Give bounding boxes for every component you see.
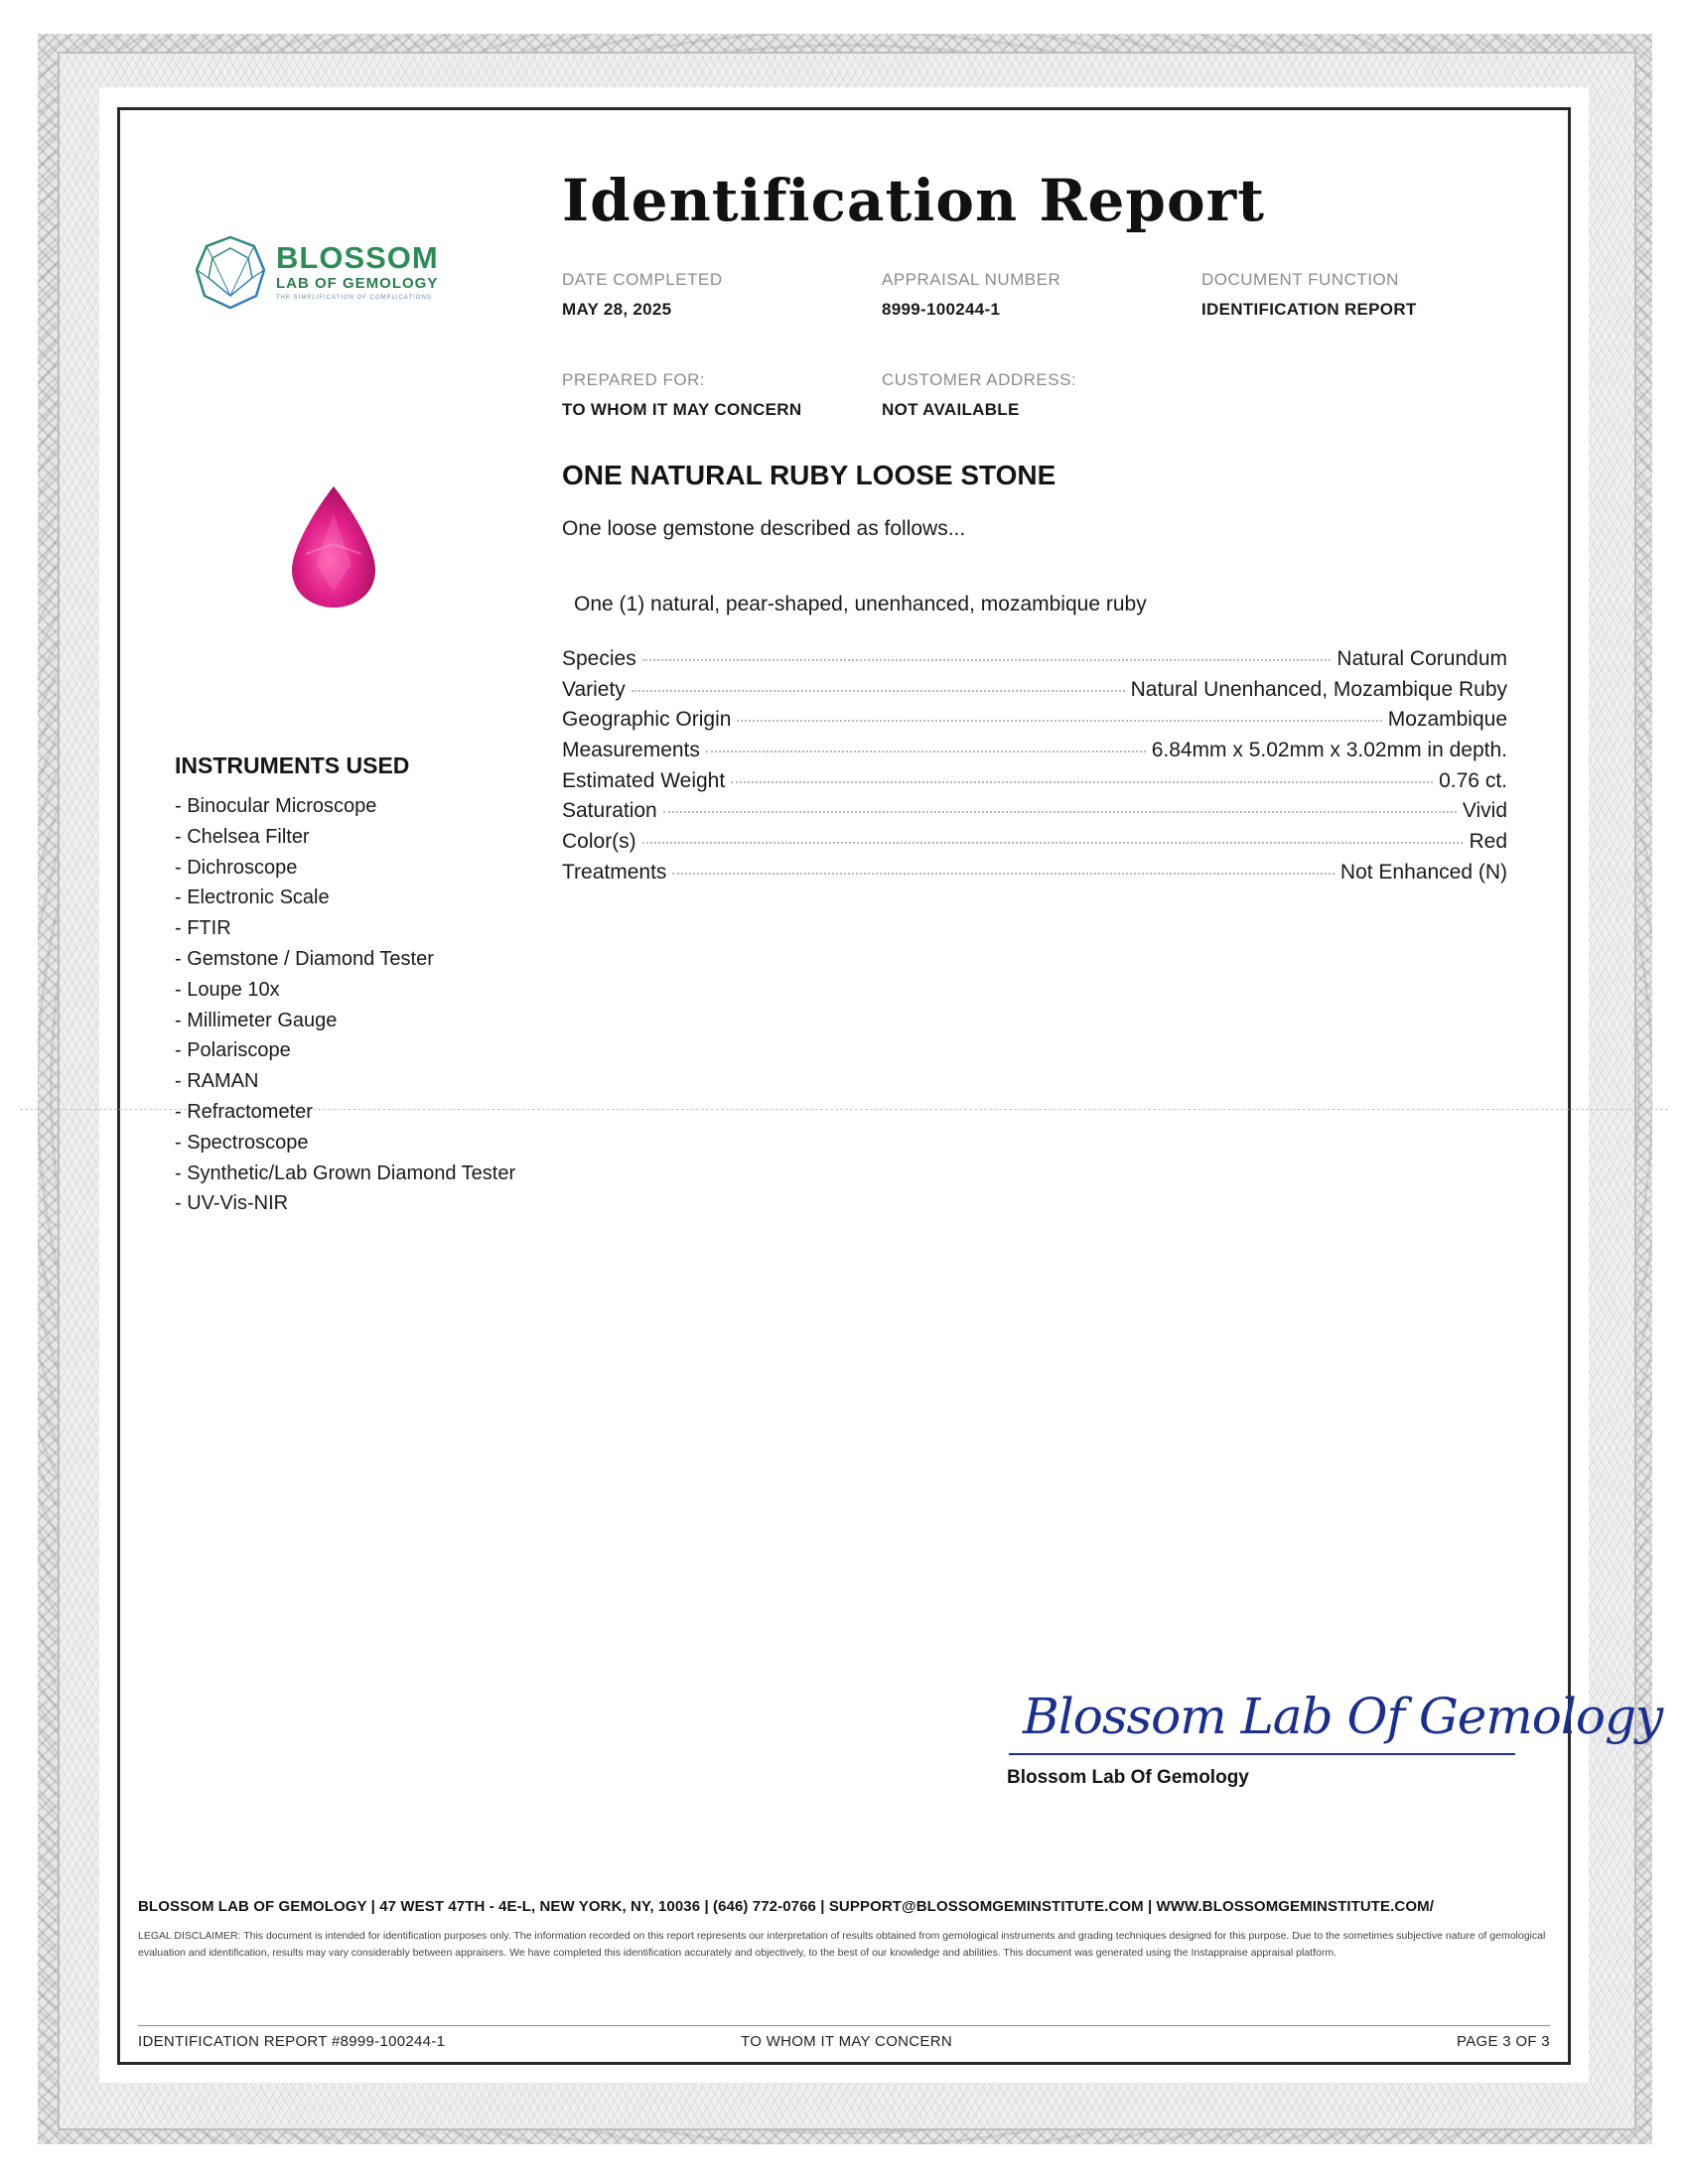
customer-address-label: CUSTOMER ADDRESS:	[882, 370, 1077, 389]
footer-recipient: TO WHOM IT MAY CONCERN	[741, 2033, 952, 2050]
customer-address-field	[882, 370, 1076, 420]
blossom-logo	[195, 234, 483, 314]
logo-name: BLOSSOM	[276, 240, 439, 275]
document-function-value: IDENTIFICATION REPORT	[1201, 300, 1417, 319]
prepared-for-field	[562, 370, 801, 420]
spec-value: Natural Corundum	[1336, 647, 1507, 670]
appraisal-number-label: APPRAISAL NUMBER	[882, 270, 1061, 289]
spec-label: Geographic Origin	[562, 708, 732, 732]
spec-label: Estimated Weight	[562, 768, 726, 792]
leader-dots	[632, 690, 1125, 692]
appraisal-number-field	[882, 270, 1060, 320]
spec-row	[562, 739, 1507, 769]
list-item: - Spectroscope	[175, 1131, 309, 1154]
spec-row	[562, 647, 1507, 678]
list-item: - UV-Vis-NIR	[175, 1192, 289, 1215]
leader-dots	[663, 811, 1457, 813]
spec-label: Measurements	[562, 739, 700, 762]
list-item: - Gemstone / Diamond Tester	[175, 947, 434, 970]
spec-value: Not Enhanced (N)	[1339, 860, 1507, 884]
spec-label: Color(s)	[562, 830, 636, 854]
list-item: - Binocular Microscope	[175, 795, 377, 817]
list-item: - Polariscope	[175, 1039, 291, 1062]
spec-row	[562, 678, 1507, 709]
legal-disclaimer: LEGAL DISCLAIMER: This document is intended for identification purposes only. The information recorded on this report represents our interpretation of results obtained from gemological instruments and grading techniques designed for this purpose. Due to the sometimes subjective nature of gemological evaluation and identification, results may vary considerably between appraisers. We have completed this identification accurately and objectively, to the best of our knowledge and abilities. This document was generated using the Instappraise appraisal platform.	[138, 1930, 1546, 1959]
spec-label: Species	[562, 647, 636, 670]
spec-row	[562, 769, 1507, 800]
leader-dots	[737, 720, 1381, 722]
spec-row	[562, 830, 1507, 861]
spec-value: Red	[1469, 830, 1507, 854]
footer-report-ref: IDENTIFICATION REPORT #8999-100244-1	[138, 2033, 446, 2050]
customer-address-value: NOT AVAILABLE	[882, 400, 1020, 419]
instruments-list	[175, 752, 515, 1219]
document-function-label: DOCUMENT FUNCTION	[1201, 270, 1399, 289]
appraisal-number-value: 8999-100244-1	[882, 300, 1001, 319]
list-item: - Loupe 10x	[175, 978, 280, 1001]
spec-value: Mozambique	[1387, 708, 1507, 732]
list-item: - Millimeter Gauge	[175, 1009, 338, 1031]
leader-dots	[642, 659, 1332, 661]
subject-title: ONE NATURAL RUBY LOOSE STONE	[562, 460, 1056, 490]
spec-row	[562, 861, 1507, 891]
leader-dots	[642, 842, 1464, 844]
ruby-gemstone-image	[286, 484, 381, 610]
spec-value: 6.84mm x 5.02mm x 3.02mm in depth.	[1151, 739, 1507, 762]
instruments-heading: INSTRUMENTS USED	[175, 752, 410, 778]
diamond-logo-icon	[195, 234, 266, 312]
spec-value: Natural Unenhanced, Mozambique Ruby	[1130, 677, 1507, 701]
subject-description: One (1) natural, pear-shaped, unenhanced, mozambique ruby	[574, 593, 1147, 615]
signatory-name: Blossom Lab Of Gemology	[1007, 1767, 1249, 1788]
signature: Blossom Lab Of Gemology	[1023, 1688, 1663, 1745]
list-item: - Refractometer	[175, 1100, 313, 1123]
logo-subtitle: LAB OF GEMOLOGY	[276, 275, 439, 292]
leader-dots	[672, 873, 1334, 875]
footer-page-number: PAGE 3 OF 3	[1457, 2033, 1550, 2050]
report-title: Identification Report	[562, 167, 1266, 234]
spec-row	[562, 799, 1507, 830]
footer-divider	[138, 2025, 1550, 2026]
prepared-for-label: PREPARED FOR:	[562, 370, 706, 389]
spec-label: Treatments	[562, 860, 667, 884]
spec-row	[562, 708, 1507, 739]
footer-contact: BLOSSOM LAB OF GEMOLOGY | 47 WEST 47TH - 4E-L, NEW YORK, NY, 10036 | (646) 772-0766 | SUPPORT@BLOSSOMGEMINSTITUTE.COM | WWW.BLOSSOMGEMINSTITUTE.COM/	[138, 1898, 1434, 1915]
signature-line	[1009, 1753, 1515, 1755]
leader-dots	[731, 781, 1433, 783]
document-function-field	[1201, 270, 1417, 320]
list-item: - Synthetic/Lab Grown Diamond Tester	[175, 1161, 516, 1184]
date-completed-label: DATE COMPLETED	[562, 270, 723, 289]
date-completed-value: MAY 28, 2025	[562, 300, 672, 319]
subject-intro: One loose gemstone described as follows...	[562, 517, 966, 540]
date-completed-field	[562, 270, 723, 320]
spec-label: Saturation	[562, 799, 657, 823]
spec-value: Vivid	[1462, 799, 1507, 823]
spec-value: 0.76 ct.	[1439, 768, 1507, 792]
spec-label: Variety	[562, 677, 626, 701]
list-item: - FTIR	[175, 917, 231, 940]
leader-dots	[706, 751, 1146, 752]
logo-tagline: THE SIMPLIFICATION OF COMPLICATIONS	[276, 295, 432, 301]
list-item: - Chelsea Filter	[175, 825, 310, 848]
list-item: - Dichroscope	[175, 856, 298, 879]
prepared-for-value: TO WHOM IT MAY CONCERN	[562, 400, 802, 419]
list-item: - RAMAN	[175, 1070, 259, 1093]
list-item: - Electronic Scale	[175, 887, 330, 909]
specs-list	[562, 647, 1507, 891]
